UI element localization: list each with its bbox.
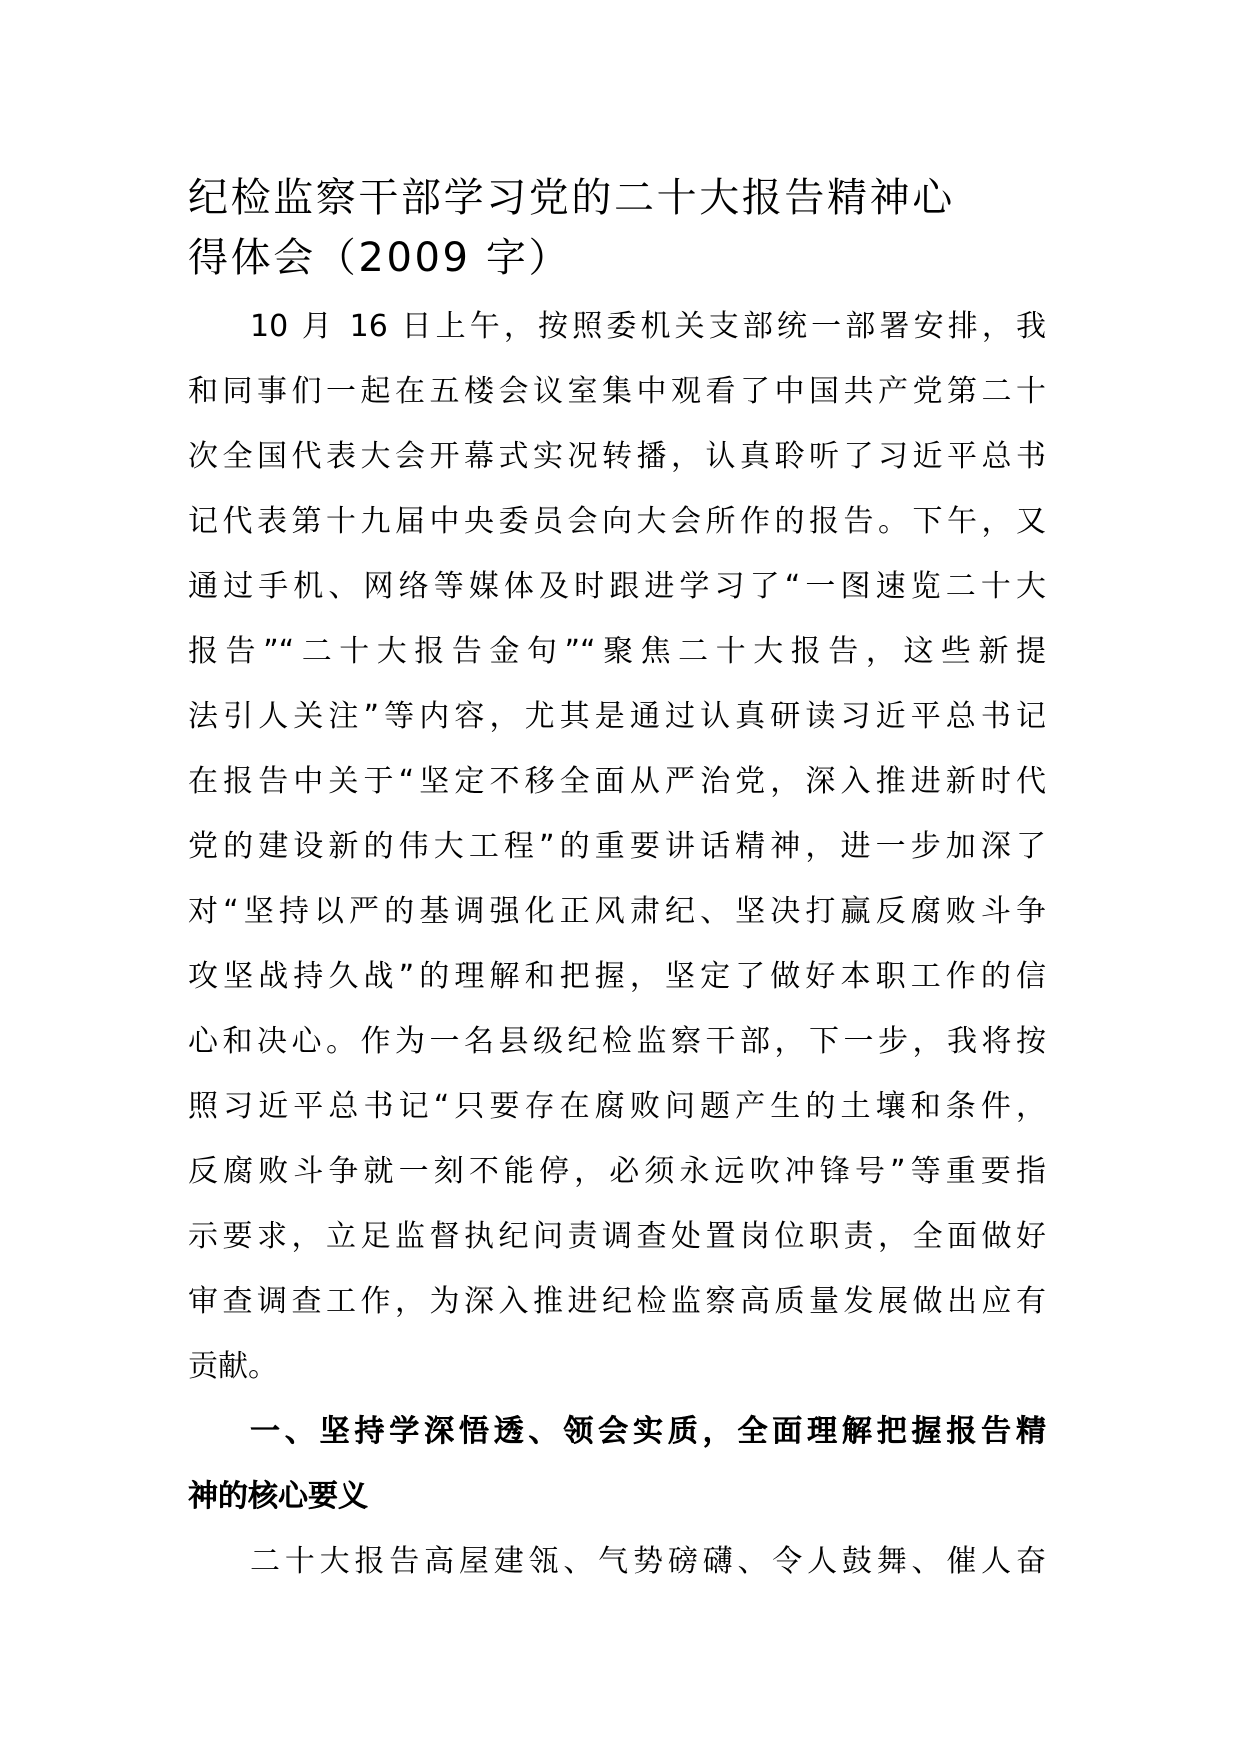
- section-heading-line: 神的核心要义: [188, 1479, 368, 1514]
- paragraph-line: 审查调查工作，为深入推进纪检监察高质量发展做出应有: [188, 1284, 1046, 1319]
- document-body: [188, 294, 1046, 1594]
- paragraph-line: 攻坚战持久战”的理解和把握，坚定了做好本职工作的信: [188, 959, 1046, 994]
- paragraph-line: 示要求，立足监督执纪问责调查处置岗位职责，全面做好: [188, 1219, 1046, 1254]
- paragraph-line: 反腐败斗争就一刻不能停，必须永远吹冲锋号”等重要指: [188, 1154, 1046, 1189]
- paragraph-line: 法引人关注”等内容，尤其是通过认真研读习近平总书记: [188, 699, 1046, 734]
- paragraph-line: 在报告中关于“坚定不移全面从严治党，深入推进新时代: [188, 764, 1046, 799]
- paragraph-line: 10 月 16 日上午，按照委机关支部统一部署安排，我: [250, 309, 1046, 344]
- paragraph-line: 贡献。: [188, 1349, 278, 1384]
- paragraph-line: 次全国代表大会开幕式实况转播，认真聆听了习近平总书: [188, 439, 1046, 474]
- paragraph-line: 通过手机、网络等媒体及时跟进学习了“一图速览二十大: [188, 569, 1046, 604]
- section-heading-line: 一、坚持学深悟透、领会实质，全面理解把握报告精: [250, 1414, 1046, 1449]
- paragraph-line: 报告”“二十大报告金句”“聚焦二十大报告，这些新提: [188, 634, 1046, 669]
- paragraph-line: 二十大报告高屋建瓴、气势磅礴、令人鼓舞、催人奋: [250, 1544, 1046, 1579]
- title-line-1: 纪检监察干部学习党的二十大报告精神心: [188, 175, 955, 221]
- paragraph-line: 对“坚持以严的基调强化正风肃纪、坚决打赢反腐败斗争: [188, 894, 1046, 929]
- paragraph-line: 和同事们一起在五楼会议室集中观看了中国共产党第二十: [188, 374, 1046, 409]
- paragraph-line: 党的建设新的伟大工程”的重要讲话精神，进一步加深了: [188, 829, 1046, 864]
- paragraph-line: 心和决心。作为一名县级纪检监察干部，下一步，我将按: [188, 1024, 1046, 1059]
- paragraph-line: 记代表第十九届中央委员会向大会所作的报告。下午，又: [188, 504, 1046, 539]
- document-title: [188, 168, 1048, 288]
- title-line-2: 得体会（2009 字）: [188, 235, 572, 281]
- paragraph-line: 照习近平总书记“只要存在腐败问题产生的土壤和条件，: [188, 1089, 1046, 1124]
